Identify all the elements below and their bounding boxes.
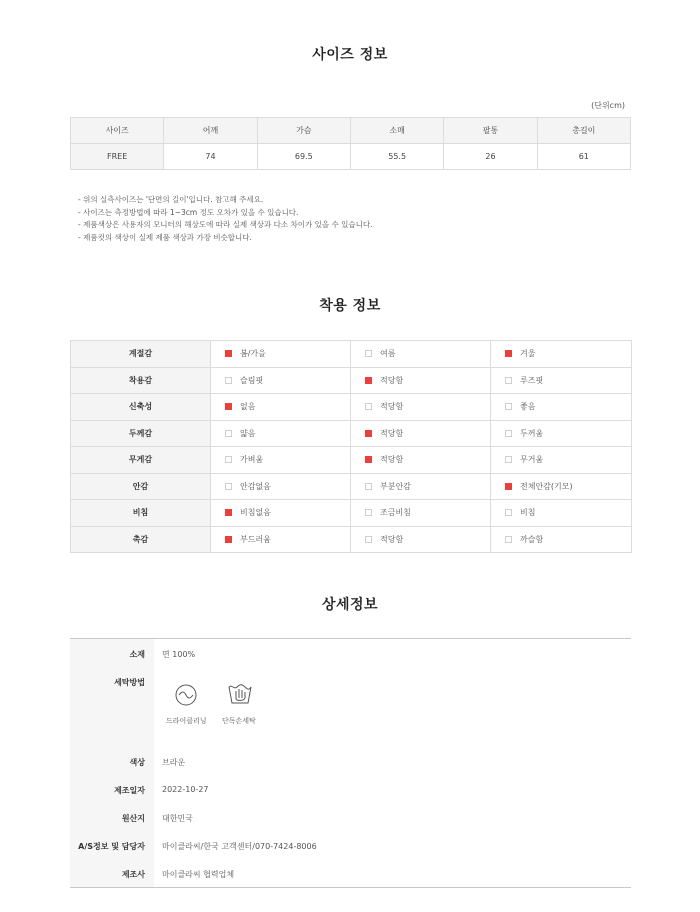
color-label: 색상 [129, 758, 145, 767]
checked-box-icon [505, 483, 512, 490]
fit-option-label: 적당함 [380, 534, 404, 544]
fit-row-label: 무게감 [71, 447, 211, 474]
size-notes [78, 194, 373, 244]
checked-box-icon [225, 403, 232, 410]
table-row [71, 473, 632, 500]
fit-option-label: 적당함 [380, 402, 404, 412]
unchecked-box-icon [505, 536, 512, 543]
fit-option [211, 367, 351, 394]
fit-option-label: 전체안감(기모) [520, 481, 573, 491]
size-table-header: 사이즈 [71, 118, 164, 144]
table-row [71, 526, 632, 553]
size-table-header: 팔통 [444, 118, 537, 144]
fit-option [351, 500, 491, 527]
checked-box-icon [225, 536, 232, 543]
table-row [71, 420, 632, 447]
size-table-header: 어깨 [164, 118, 257, 144]
unchecked-box-icon [365, 483, 372, 490]
fit-option [491, 394, 632, 421]
unchecked-box-icon [365, 509, 372, 516]
origin-label: 원산지 [121, 814, 145, 823]
size-table-header-row [71, 118, 631, 144]
hand-wash-label: 단독손세탁 [222, 717, 256, 725]
size-cell: 55.5 [350, 144, 443, 170]
fit-option [491, 341, 632, 368]
as-label: A/S정보 및 담당자 [78, 842, 145, 851]
checked-box-icon [225, 350, 232, 357]
fit-option-label: 두꺼움 [520, 428, 544, 438]
fit-option [211, 500, 351, 527]
checked-box-icon [225, 509, 232, 516]
table-row [71, 500, 632, 527]
fit-option-label: 적당함 [380, 428, 404, 438]
table-row [71, 341, 632, 368]
fit-option [491, 473, 632, 500]
fit-option-label: 얇음 [240, 428, 256, 438]
fit-option-label: 적당함 [380, 455, 404, 465]
size-info-title: 사이즈 정보 [312, 47, 388, 63]
unchecked-box-icon [505, 377, 512, 384]
checked-box-icon [365, 377, 372, 384]
fit-info-title: 착용 정보 [319, 298, 381, 314]
checked-box-icon [365, 430, 372, 437]
fit-option [351, 526, 491, 553]
unchecked-box-icon [365, 536, 372, 543]
note-line: - 제품컷의 색상이 실제 제품 색상과 가장 비슷합니다. [78, 232, 252, 242]
size-cell: 74 [164, 144, 257, 170]
date-label: 제조일자 [114, 786, 145, 795]
fit-option [211, 447, 351, 474]
fit-option-label: 부드러움 [240, 534, 271, 544]
table-row [71, 144, 631, 170]
fit-row-label: 착용감 [71, 367, 211, 394]
size-cell: 69.5 [257, 144, 350, 170]
size-table-header: 총길이 [537, 118, 630, 144]
fit-option [491, 526, 632, 553]
table-row [71, 394, 632, 421]
fit-option-label: 슬림핏 [240, 375, 264, 385]
detail-info-title: 상세정보 [321, 597, 379, 613]
note-line: - 사이즈는 측정방법에 따라 1~3cm 정도 오차가 있을 수 있습니다. [78, 207, 299, 217]
fit-option [351, 341, 491, 368]
fit-option [351, 420, 491, 447]
fit-option [351, 367, 491, 394]
dry-clean-label: 드라이클리닝 [166, 717, 207, 725]
fit-option-label: 좋음 [520, 402, 536, 412]
fit-row-label: 촉감 [71, 526, 211, 553]
fit-option-label: 비침 [520, 508, 536, 518]
fit-option [491, 420, 632, 447]
fit-row-label: 안감 [71, 473, 211, 500]
fit-option [211, 473, 351, 500]
fit-option [491, 447, 632, 474]
dry-clean-icon [174, 683, 198, 707]
as-value: 마이클라씨/한국 고객센터/070-7424-8006 [162, 842, 317, 851]
fit-option [351, 473, 491, 500]
material-value: 면 100% [162, 650, 196, 659]
unchecked-box-icon [225, 377, 232, 384]
fit-option-label: 없음 [240, 402, 256, 412]
care-label: 세탁방법 [114, 678, 145, 687]
fit-option-label: 겨울 [520, 349, 536, 359]
maker-value: 마이클라씨 협력업체 [162, 870, 235, 879]
fit-option-label: 여름 [380, 349, 396, 359]
size-cell: FREE [71, 144, 164, 170]
fit-option [211, 420, 351, 447]
fit-option-label: 봄/가을 [240, 349, 266, 359]
size-cell: 26 [444, 144, 537, 170]
unchecked-box-icon [365, 403, 372, 410]
maker-label: 제조사 [121, 870, 145, 879]
fit-option-label: 적당함 [380, 375, 404, 385]
unchecked-box-icon [225, 456, 232, 463]
fit-option [211, 341, 351, 368]
unchecked-box-icon [225, 483, 232, 490]
fit-option-label: 비침없음 [240, 508, 271, 518]
fit-row-label: 계절감 [71, 341, 211, 368]
fit-option-label: 부분안감 [380, 481, 411, 491]
fit-option-label: 가벼움 [240, 455, 264, 465]
fit-option [211, 526, 351, 553]
material-label: 소재 [129, 650, 145, 659]
fit-option [491, 500, 632, 527]
unchecked-box-icon [365, 350, 372, 357]
fit-option-label: 무거움 [520, 455, 544, 465]
size-table-header: 가슴 [257, 118, 350, 144]
unchecked-box-icon [225, 430, 232, 437]
size-table-header: 소매 [350, 118, 443, 144]
fit-option-label: 조금비침 [380, 508, 411, 518]
fit-option-label: 까슬함 [520, 534, 544, 544]
fit-option-label: 안감없음 [240, 481, 271, 491]
size-cell: 61 [537, 144, 630, 170]
hand-wash-icon [226, 681, 254, 707]
fit-option [351, 394, 491, 421]
unit-label: (단위cm) [591, 101, 625, 110]
unchecked-box-icon [505, 430, 512, 437]
fit-row-label: 두께감 [71, 420, 211, 447]
fit-option [491, 367, 632, 394]
table-row [71, 447, 632, 474]
checked-box-icon [505, 350, 512, 357]
fit-option [351, 447, 491, 474]
fit-option [211, 394, 351, 421]
table-row [71, 367, 632, 394]
checked-box-icon [365, 456, 372, 463]
date-value: 2022-10-27 [162, 785, 209, 794]
size-table [70, 117, 631, 170]
fit-row-label: 신축성 [71, 394, 211, 421]
unchecked-box-icon [505, 509, 512, 516]
unchecked-box-icon [505, 403, 512, 410]
fit-table [70, 340, 632, 553]
fit-row-label: 비침 [71, 500, 211, 527]
unchecked-box-icon [505, 456, 512, 463]
detail-info-panel [70, 638, 631, 888]
origin-value: 대한민국 [162, 814, 193, 823]
note-line: - 위의 실측사이즈는 '단면의 길이'입니다. 참고해 주세요. [78, 195, 264, 204]
note-line: - 제품색상은 사용자의 모니터의 해상도에 따라 실제 색상과 다소 차이가 있을 수 있습니다. [78, 220, 373, 229]
color-value: 브라운 [162, 758, 186, 767]
fit-option-label: 루즈핏 [520, 375, 544, 385]
